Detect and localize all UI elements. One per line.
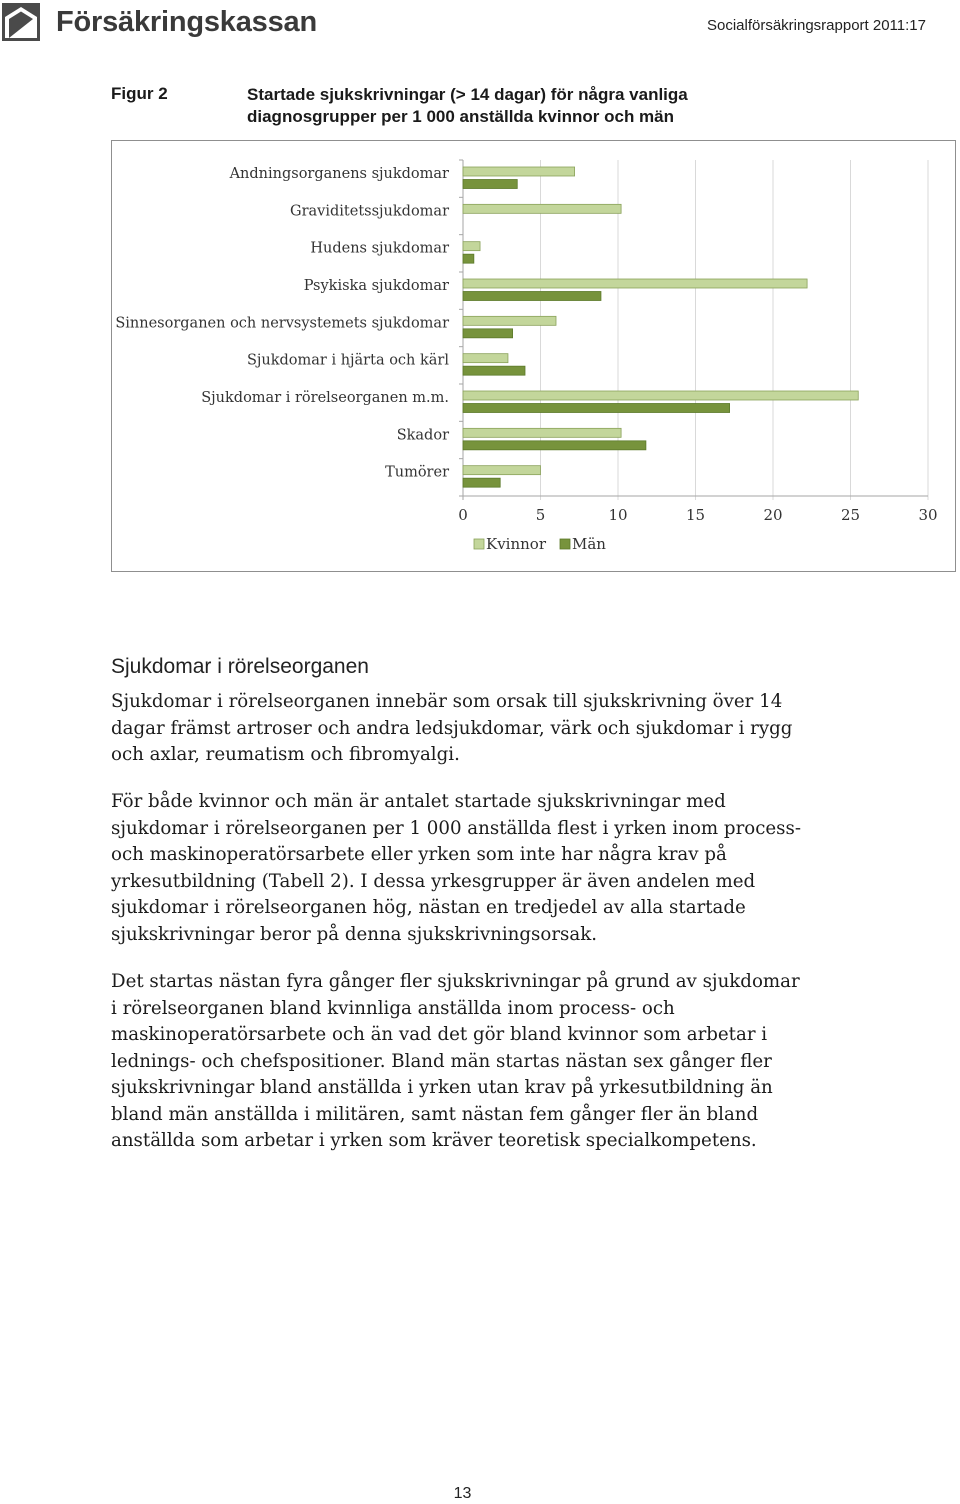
bar-kvinnor xyxy=(463,204,621,213)
bar-chart xyxy=(111,140,956,572)
x-tick-label: 5 xyxy=(535,506,546,524)
bar-man xyxy=(463,254,474,263)
legend-kvinnor-swatch xyxy=(474,539,484,549)
brand-logo xyxy=(2,2,317,42)
bar-man xyxy=(463,366,525,375)
body-paragraph-3: Det startas nästan fyra gånger fler sjukskrivningar på grund av sjukdomar i rörelseorganen bland kvinnliga anställda inom process- och maskinoperatörsarbete och än vad det gör bland kvinnor som arbetar i lednings- och chefspositioner. Bland män startas nästan sex gånger fler sjukskrivningar bland anställda i yrken utan krav på yrkesutbildning än bland män anställda i militären, samt nästan fem gånger fler än bland anställda som arbetar i yrken som kräver teoretisk specialkompetens. xyxy=(111,971,800,1151)
x-tick-label: 15 xyxy=(685,506,706,524)
category-label: Sjukdomar i hjärta och kärl xyxy=(246,352,449,369)
category-label: Hudens sjukdomar xyxy=(310,240,449,257)
category-label: Psykiska sjukdomar xyxy=(303,278,449,294)
x-tick-label: 30 xyxy=(918,506,938,524)
legend-man-swatch xyxy=(560,539,570,549)
bar-man xyxy=(463,478,500,487)
bar-man xyxy=(463,404,730,413)
brand-logo-icon xyxy=(2,3,40,41)
page-number: 13 xyxy=(453,1485,472,1502)
brand-name: Försäkringskassan xyxy=(56,6,317,38)
bar-man xyxy=(463,292,601,301)
category-label: Tumörer xyxy=(385,464,449,481)
bar-kvinnor xyxy=(463,242,480,251)
legend-kvinnor-label: Kvinnor xyxy=(486,535,546,553)
bar-kvinnor xyxy=(463,354,508,363)
figure-label: Figur 2 xyxy=(111,84,168,103)
bar-kvinnor xyxy=(463,279,807,288)
legend-man-label: Män xyxy=(572,535,606,553)
bar-kvinnor xyxy=(463,316,556,325)
bar-man xyxy=(463,329,513,338)
x-tick-label: 25 xyxy=(840,506,861,524)
bar-kvinnor xyxy=(463,167,575,176)
bar-kvinnor xyxy=(463,466,541,475)
report-id: Socialförsäkringsrapport 2011:17 xyxy=(706,17,926,34)
x-tick-label: 10 xyxy=(608,506,628,524)
x-tick-label: 0 xyxy=(458,506,468,524)
bar-chart-svg xyxy=(112,141,957,573)
x-tick-label: 20 xyxy=(763,506,783,524)
category-label: Graviditetssjukdomar xyxy=(290,203,449,220)
page-header xyxy=(0,0,960,50)
body-paragraph-2: För både kvinnor och män är antalet startade sjukskrivningar med sjukdomar i rörelseorganen per 1 000 anställda flest i yrken inom process- och maskinoperatörsarbete eller yrken som inte har några krav på yrkesutbildning (Tabell 2). I dessa yrkesgrupper är även andelen med sjukdomar i rörelseorganen hög, nästan en tredjedel av alla startade sjukskrivningar beror på denna sjukskrivningsorsak. xyxy=(111,791,801,945)
figure-title: Startade sjukskrivningar (> 14 dagar) för några vanliga diagnosgrupper per 1 000 anställda kvinnor och män xyxy=(247,85,688,126)
bar-man xyxy=(463,441,646,450)
bar-kvinnor xyxy=(463,428,621,437)
bar-man xyxy=(463,180,517,189)
bar-kvinnor xyxy=(463,391,858,400)
category-label: Andningsorganens sjukdomar xyxy=(229,166,449,182)
body-paragraph-1: Sjukdomar i rörelseorganen innebär som orsak till sjukskrivning över 14 dagar främst artroser och andra ledsjukdomar, värk och sjukdomar i rygg och axlar, reumatism och fibromyalgi. xyxy=(111,691,793,765)
category-label: Sinnesorganen och nervsystemets sjukdomar xyxy=(115,315,449,332)
category-label: Sjukdomar i rörelseorganen m.m. xyxy=(201,390,449,406)
section-heading: Sjukdomar i rörelseorganen xyxy=(111,655,369,678)
category-label: Skador xyxy=(396,427,449,444)
